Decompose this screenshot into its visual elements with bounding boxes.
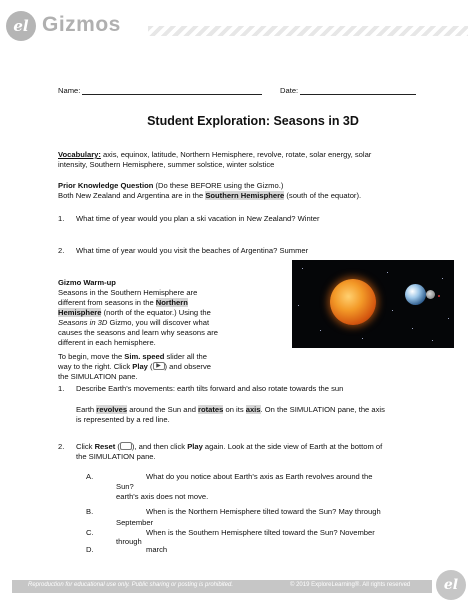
prior-intro-b: (south of the equator).: [284, 191, 362, 200]
moon-icon: [426, 290, 435, 299]
warmup-line: way to the right. Click Play ( ▶ ) and observe: [58, 362, 211, 371]
warmup-heading: Gizmo Warm-up: [58, 278, 116, 287]
question-number: 2.: [58, 442, 65, 451]
question-number: 1.: [58, 384, 65, 393]
warmup-line: causes the seasons and learn why seasons are: [58, 328, 218, 337]
warmup-line: the SIMULATION pane.: [58, 372, 138, 381]
warmup-line: Seasons in 3D Gizmo, you will discover what: [58, 318, 210, 327]
subquestion-answer: earth's axis does not move.: [116, 492, 209, 501]
question-text: Click Reset ( ), and then click Play again. Look at the side view of Earth at the bottom of: [76, 442, 383, 451]
header-stripe: [148, 26, 468, 36]
earth-answer: [76, 405, 448, 425]
prior-knowledge-heading: [58, 181, 448, 191]
subquestion-label: B.: [86, 507, 94, 516]
subquestion-answer: march: [146, 545, 168, 554]
answer-line: is represented by a red line.: [76, 415, 170, 424]
question-text-cont: the SIMULATION pane.: [76, 452, 156, 461]
date-label: Date:: [280, 86, 299, 95]
page-footer: [0, 576, 474, 613]
vocabulary-text-1: axis, equinox, latitude, Northern Hemisphere, revolve, rotate, solar energy, solar: [100, 150, 372, 159]
subquestion-label: C.: [86, 528, 94, 537]
reset-icon: [120, 442, 132, 450]
warmup-instructions: [58, 352, 288, 382]
question-number: 1.: [58, 214, 65, 223]
page-title: Student Exploration: Seasons in 3D: [147, 114, 359, 128]
question-text: What time of year would you plan a ski vacation in New Zealand? Winter: [76, 214, 320, 223]
vocabulary: [58, 150, 448, 170]
warmup-line: To begin, move the Sim. speed slider all the: [58, 352, 208, 361]
subquestion-text: When is the Southern Hemisphere tilted toward the Sun? November: [146, 528, 375, 537]
name-field[interactable]: [82, 86, 262, 95]
sun-earth-moon-image: [292, 260, 454, 348]
play-icon: ▶: [153, 362, 165, 370]
footer-copyright: © 2019 ExploreLearning®. All rights reserved: [290, 582, 411, 588]
prior-intro-highlight: Southern Hemisphere: [205, 191, 285, 200]
earth-icon: [405, 284, 426, 305]
warmup-line: different from seasons in the Northern: [58, 298, 188, 307]
subquestion-text: When is the Northern Hemisphere tilted toward the Sun? May through: [146, 507, 381, 516]
prior-intro-a: Both New Zealand and Argentina are in the: [58, 191, 206, 200]
name-label: Name:: [58, 86, 81, 95]
explorelearning-logo-icon: el: [6, 11, 36, 41]
sun-icon: [330, 279, 376, 325]
date-field[interactable]: [300, 86, 416, 95]
page-header: [0, 0, 474, 52]
vocabulary-text-2: intensity, Southern Hemisphere, summer solstice, winter solstice: [58, 160, 275, 169]
subquestion-text: through: [116, 537, 142, 546]
subquestion-text: What do you notice about Earth's axis as Earth revolves around the: [146, 472, 373, 481]
subquestion-label: A.: [86, 472, 94, 481]
warmup-section: [58, 278, 288, 348]
question-text: What time of year would you visit the beaches of Argentina? Summer: [76, 246, 309, 255]
warmup-line: Hemisphere (north of the equator.) Using the: [58, 308, 211, 317]
footer-notice: Reproduction for educational use only. Public sharing or posting is prohibited.: [28, 582, 234, 588]
subquestion-label: D.: [86, 545, 94, 554]
marker-dot: [438, 295, 440, 297]
subquestion-text: September: [116, 518, 154, 527]
brand-name: Gizmos: [42, 13, 121, 36]
warmup-line: Seasons in the Southern Hemisphere are: [58, 288, 198, 297]
explorelearning-footer-logo-icon: el: [436, 570, 466, 600]
prior-heading: Prior Knowledge Question: [58, 181, 154, 190]
vocabulary-label: Vocabulary:: [58, 150, 101, 159]
subquestion-text: Sun?: [116, 482, 134, 491]
prior-knowledge-intro: [58, 191, 448, 201]
question-number: 2.: [58, 246, 65, 255]
answer-line: Earth revolves around the Sun and rotates on its axis. On the SIMULATION pane, the axis: [76, 405, 385, 414]
warmup-line: different in each hemisphere.: [58, 338, 156, 347]
prior-heading-note: (Do these BEFORE using the Gizmo.): [153, 181, 284, 190]
question-text: Describe Earth's movements: earth tilts forward and also rotate towards the sun: [76, 384, 344, 393]
